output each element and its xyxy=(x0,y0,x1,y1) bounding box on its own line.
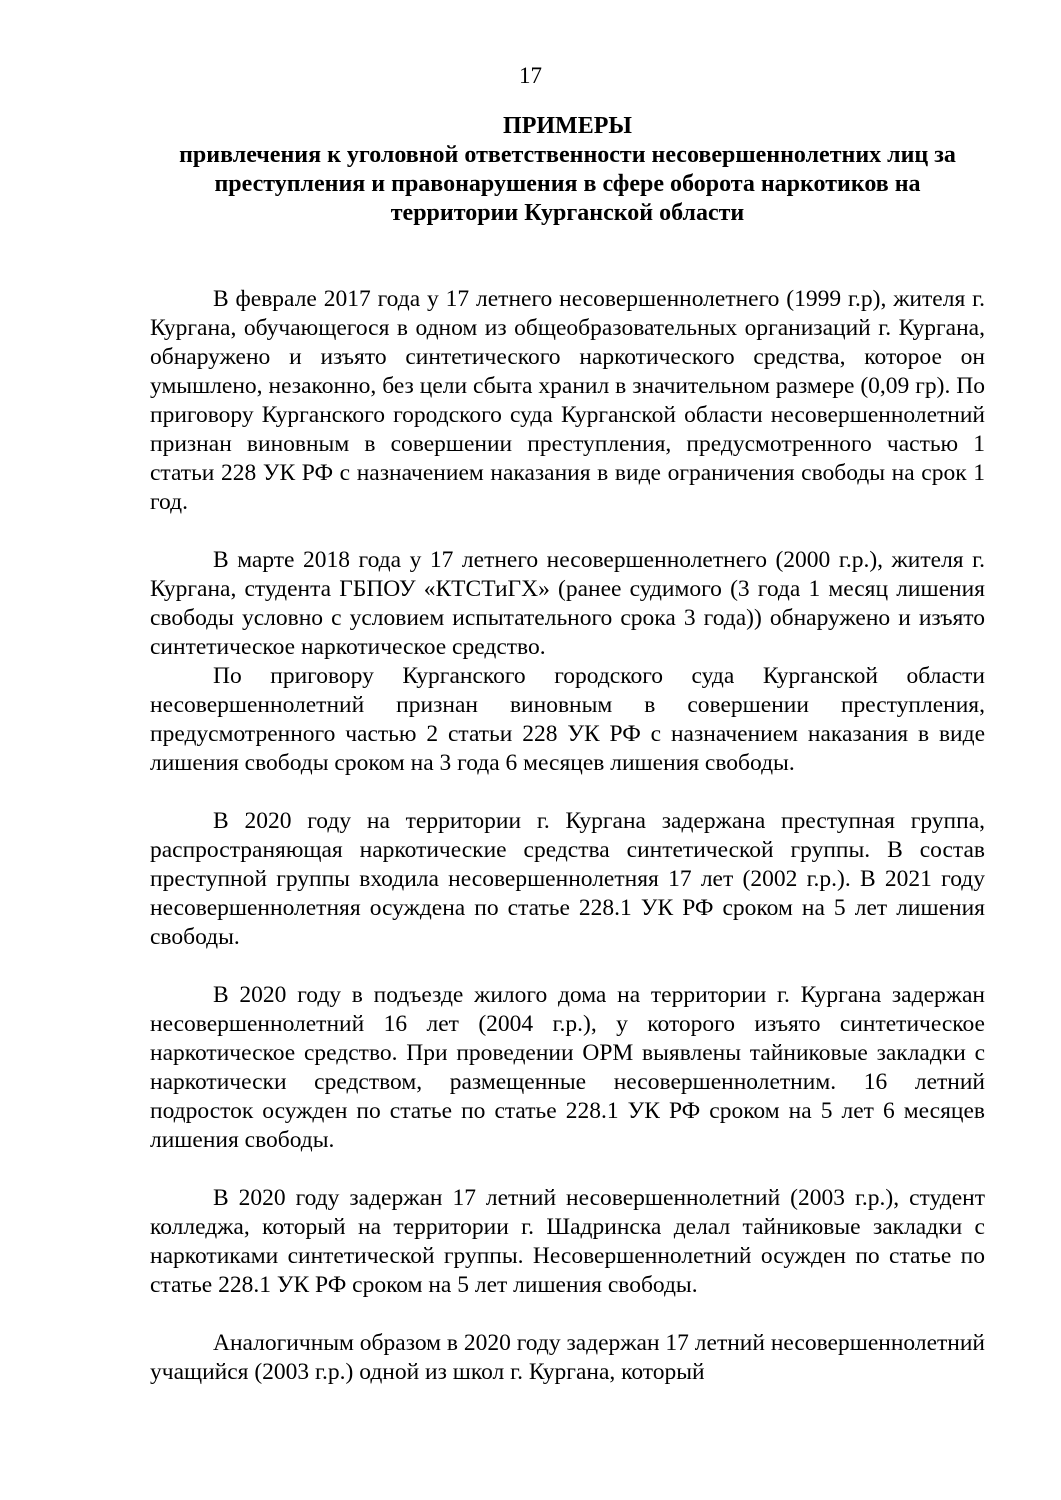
page-number: 17 xyxy=(519,63,542,88)
paragraph-2020-criminal-group: В 2020 году на территории г. Кургана задержана преступная группа, распространяющая наркотические средства синтетической группы. В состав преступной группы входила несовершеннолетняя 17 лет (2002 г.р.). В 2021 году несовершеннолетняя осуждена по статье 228.1 УК РФ сроком на 5 лет лишения свободы. xyxy=(150,808,985,950)
paragraph-2020-school-case: Аналогичным образом в 2020 году задержан 17 летний несовершеннолетний учащийся (2003 г.р.) одной из школ г. Кургана, который xyxy=(150,1330,986,1385)
title-subtitle-line: привлечения к уголовной ответственности несовершеннолетних лиц за xyxy=(179,142,956,168)
paragraph-mar-2018-verdict: По приговору Курганского городского суда Курганской области несовершеннолетний признан виновным в совершении преступления, предусмотренного частью 2 статьи 228 УК РФ с назначением наказания в виде лишения свободы сроком на 3 года 6 месяцев лишения свободы. xyxy=(150,663,985,776)
title-subtitle-line: территории Курганской области xyxy=(390,200,745,226)
title-block xyxy=(140,112,995,228)
title-heading: ПРИМЕРЫ xyxy=(503,113,632,139)
paragraph-feb-2017-case: В феврале 2017 года у 17 летнего несовершеннолетнего (1999 г.р), жителя г. Кургана, обучающегося в одном из общеобразовательных организаций г. Кургана, обнаружено и изъято синтетического наркотического средства, которое он умышлено, незаконно, без цели сбыта хранил в значительном размере (0,09 гр). По приговору Курганского городского суда Курганской области несовершеннолетний признан виновным в совершении преступления, предусмотренного частью 1 статьи 228 УК РФ с назначением наказания в виде ограничения свободы на срок 1 год. xyxy=(150,286,985,515)
document-body xyxy=(150,285,985,1387)
title-subtitle-line: преступления и правонарушения в сфере оборота наркотиков на xyxy=(214,171,921,197)
paragraph-mar-2018-case: В марте 2018 года у 17 летнего несовершеннолетнего (2000 г.р.), жителя г. Кургана, студента ГБПОУ «КТСТиГХ» (ранее судимого (3 года 1 месяц лишения свободы условно с условием испытательного срока 3 года)) обнаружено и изъято синтетическое наркотическое средство. xyxy=(150,547,985,660)
paragraph-2020-shadrinsk-case: В 2020 году задержан 17 летний несовершеннолетний (2003 г.р.), студент колледжа, который на территории г. Шадринска делал тайниковые закладки с наркотиками синтетической группы. Несовершеннолетний осужден по статье по статье 228.1 УК РФ сроком на 5 лет лишения свободы. xyxy=(150,1185,985,1298)
paragraph-2020-entrance-case: В 2020 году в подъезде жилого дома на территории г. Кургана задержан несовершеннолетний 16 лет (2004 г.р.), у которого изъято синтетическое наркотическое средство. При проведении ОРМ выявлены тайниковые закладки с наркотически средством, размещенные несовершеннолетним. 16 летний подросток осужден по статье по статье 228.1 УК РФ сроком на 5 лет 6 месяцев лишения свободы. xyxy=(150,982,985,1153)
